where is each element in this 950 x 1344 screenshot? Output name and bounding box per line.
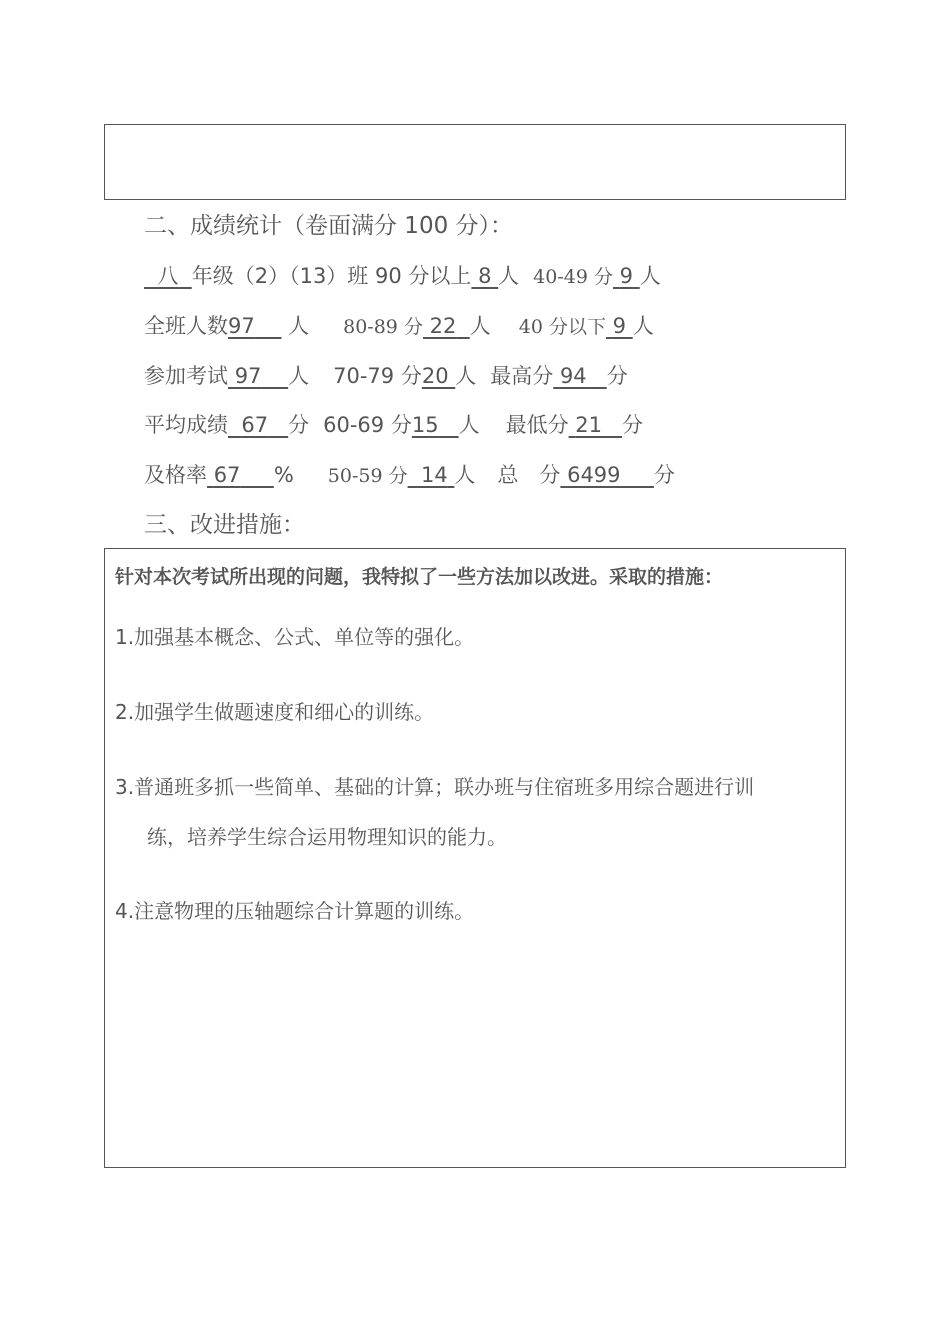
pass-value: 67 <box>213 463 241 487</box>
total-label: 全班人数 <box>144 314 228 338</box>
stats-row-4 <box>144 411 643 439</box>
r40-49-value: 9 <box>619 264 634 288</box>
pass-label: 及格率 <box>144 463 207 487</box>
stats-row-1 <box>144 262 661 291</box>
unit-ren: 人 <box>469 314 491 338</box>
item-text: 加强学生做题速度和细心的训练。 <box>134 700 435 724</box>
total-value: 97 <box>228 314 255 338</box>
unit-fen: 分 <box>606 364 628 388</box>
below40-label: 40 分以下 <box>518 316 606 338</box>
measure-item-3-continued: 练，培养学生综合运用物理知识的能力。 <box>147 825 507 849</box>
r80-89-value: 22 <box>429 314 457 338</box>
unit-ren: 人 <box>498 264 520 288</box>
unit-ren: 人 <box>632 314 654 338</box>
exam-value: 97 <box>234 364 262 388</box>
measure-item-2 <box>115 698 434 726</box>
unit-ren: 人 <box>458 413 480 437</box>
unit-ren: 人 <box>288 314 310 338</box>
exam-label: 参加考试 <box>144 364 228 388</box>
r90-label: 90 分以上 <box>375 264 472 288</box>
r60-69-value: 15 <box>411 413 439 437</box>
avg-value: 67 <box>241 413 269 437</box>
item-number: 2. <box>115 700 135 724</box>
grade-suffix: 年级（2）（13）班 <box>191 264 369 288</box>
item-number: 1. <box>115 625 135 649</box>
unit-fen: 分 <box>653 463 675 487</box>
max-value: 94 <box>559 364 587 388</box>
section2-title: 二、成绩统计（卷面满分 100 分）： <box>144 213 514 239</box>
unit-fen: 分 <box>288 413 310 437</box>
unit-ren: 人 <box>288 364 310 388</box>
stats-row-3 <box>144 362 628 390</box>
r80-89-label: 80-89 分 <box>343 316 423 338</box>
item-text: 注意物理的压轴题综合计算题的训练。 <box>134 899 475 923</box>
unit-ren: 人 <box>454 463 476 487</box>
unit-ren: 人 <box>639 264 661 288</box>
r60-69-label: 60-69 分 <box>323 413 412 437</box>
item-number: 3. <box>115 775 135 799</box>
stats-row-2 <box>144 312 654 341</box>
measure-item-1 <box>115 623 474 651</box>
min-value: 21 <box>575 413 603 437</box>
grade-value: 八 <box>157 264 179 288</box>
percent-sign: % <box>273 463 294 487</box>
r70-79-value: 20 <box>421 364 449 388</box>
top-table-cell <box>104 124 846 200</box>
sum-label: 总 分 <box>497 463 561 487</box>
stats-row-5 <box>144 461 675 490</box>
measures-table-cell <box>104 548 846 1168</box>
unit-ren: 人 <box>455 364 477 388</box>
measures-intro: 针对本次考试所出现的问题，我特拟了一些方法加以改进。采取的措施： <box>115 566 724 588</box>
measure-item-4 <box>115 897 474 925</box>
item-text: 普通班多抓一些简单、基础的计算；联办班与住宿班多用综合题进行训 <box>134 775 755 799</box>
measure-item-3 <box>115 773 754 801</box>
section3-title: 三、改进措施： <box>144 512 305 538</box>
min-label: 最低分 <box>505 413 569 437</box>
sum-value: 6499 <box>567 463 621 487</box>
avg-label: 平均成绩 <box>144 413 228 437</box>
r90-value: 8 <box>478 264 492 288</box>
r50-59-value: 14 <box>420 463 448 487</box>
unit-fen: 分 <box>622 413 644 437</box>
below40-value: 9 <box>612 314 627 338</box>
item-text: 加强基本概念、公式、单位等的强化。 <box>134 625 475 649</box>
r70-79-label: 70-79 分 <box>333 364 422 388</box>
max-label: 最高分 <box>490 364 554 388</box>
item-number: 4. <box>115 899 135 923</box>
r40-49-label: 40-49 分 <box>533 266 613 288</box>
r50-59-label: 50-59 分 <box>327 465 408 487</box>
